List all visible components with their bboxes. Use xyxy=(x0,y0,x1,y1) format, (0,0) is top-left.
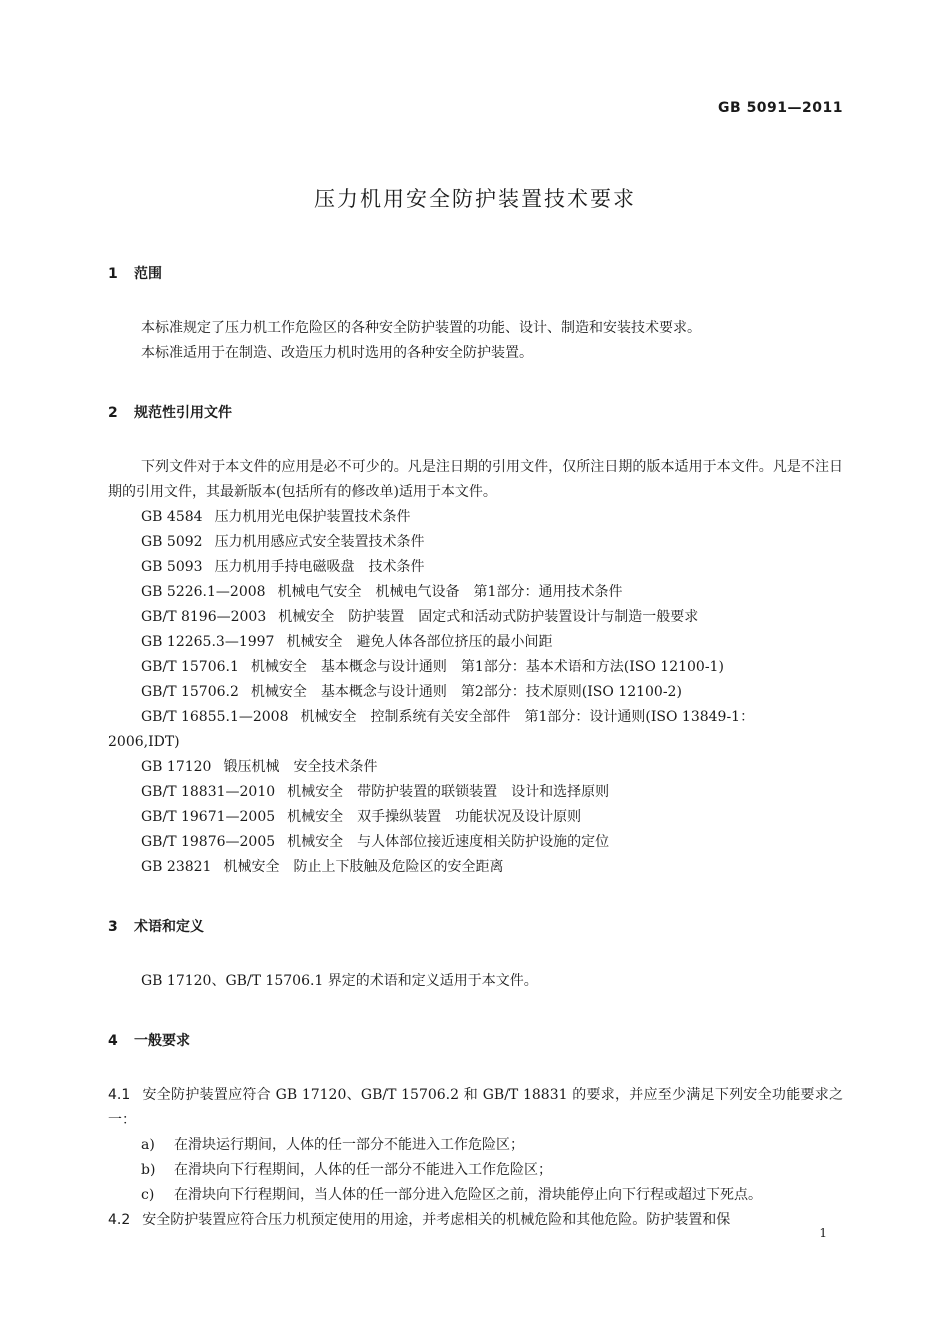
clause-number: 4.1 xyxy=(108,1087,131,1103)
reference-item xyxy=(108,530,843,555)
reference-item xyxy=(108,555,843,580)
section-title: 术语和定义 xyxy=(134,919,204,935)
clause-text: 安全防护装置应符合压力机预定使用的用途，并考虑相关的机械危险和其他危险。防护装置和保 xyxy=(142,1212,731,1228)
clause xyxy=(108,1208,843,1233)
paragraph: 本标准规定了压力机工作危险区的各种安全防护装置的功能、设计、制造和安装技术要求。 xyxy=(141,320,701,336)
list-item-label: c) xyxy=(141,1187,155,1203)
section-heading xyxy=(108,262,843,286)
reference-title: 机械安全 防止上下肢触及危险区的安全距离 xyxy=(223,859,504,875)
reference-code: GB 23821 xyxy=(141,859,212,875)
reference-item xyxy=(108,780,843,805)
paragraph: GB 17120、GB/T 15706.1 界定的术语和定义适用于本文件。 xyxy=(141,973,538,989)
reference-continuation: 2006,IDT) xyxy=(108,734,180,750)
section-title: 范围 xyxy=(134,266,162,282)
section-title: 一般要求 xyxy=(134,1033,190,1049)
clause-number: 4.2 xyxy=(108,1212,131,1228)
reference-title: 机械安全 控制系统有关安全部件 第1部分：设计通则(ISO 13849-1： xyxy=(300,709,755,725)
reference-code: GB/T 15706.2 xyxy=(141,684,239,700)
list-item xyxy=(108,1158,843,1183)
clause xyxy=(108,1083,843,1133)
reference-item xyxy=(108,830,843,855)
section-number: 1 xyxy=(108,266,118,282)
reference-title: 锻压机械 安全技术条件 xyxy=(223,759,378,775)
paragraph: 本标准适用于在制造、改造压力机时选用的各种安全防护装置。 xyxy=(141,345,533,361)
reference-code: GB 5226.1—2008 xyxy=(141,584,266,600)
list-item-text: 在滑块向下行程期间，当人体的任一部分进入危险区之前，滑块能停止向下行程或超过下死点。 xyxy=(174,1187,762,1203)
reference-title: 压力机用感应式安全装置技术条件 xyxy=(214,534,425,550)
reference-title: 机械安全 避免人体各部位挤压的最小间距 xyxy=(286,634,553,650)
reference-item xyxy=(108,805,843,830)
reference-item xyxy=(108,655,843,680)
section-heading xyxy=(108,915,843,939)
reference-item xyxy=(108,755,843,780)
document-body xyxy=(108,262,843,1233)
reference-code: GB/T 19876—2005 xyxy=(141,834,276,850)
reference-code: GB 4584 xyxy=(141,509,203,525)
list-item-label: b) xyxy=(141,1162,156,1178)
reference-code: GB/T 16855.1—2008 xyxy=(141,709,289,725)
section-title: 规范性引用文件 xyxy=(134,405,232,421)
document-title: 压力机用安全防护装置技术要求 xyxy=(314,187,636,211)
reference-item xyxy=(108,605,843,630)
clause-text: 安全防护装置应符合 GB 17120、GB/T 15706.2 和 GB/T 18831 的要求，并应至少满足下列安全功能要求之一： xyxy=(108,1087,843,1128)
reference-title: 机械安全 基本概念与设计通则 第1部分：基本术语和方法(ISO 12100-1) xyxy=(250,659,724,675)
reference-title: 压力机用手持电磁吸盘 技术条件 xyxy=(214,559,425,575)
section-number: 2 xyxy=(108,405,118,421)
reference-title: 机械安全 双手操纵装置 功能状况及设计原则 xyxy=(287,809,582,825)
reference-code: GB 5092 xyxy=(141,534,203,550)
list-item-text: 在滑块运行期间，人体的任一部分不能进入工作危险区； xyxy=(174,1137,524,1153)
reference-item xyxy=(108,855,843,880)
section-heading xyxy=(108,1029,843,1053)
reference-title: 机械安全 与人体部位接近速度相关防护设施的定位 xyxy=(287,834,610,850)
reference-code: GB/T 15706.1 xyxy=(141,659,239,675)
reference-item xyxy=(108,630,843,655)
reference-code: GB/T 19671—2005 xyxy=(141,809,276,825)
document-code: GB 5091—2011 xyxy=(718,100,843,116)
reference-title: 机械安全 带防护装置的联锁装置 设计和选择原则 xyxy=(287,784,610,800)
reference-item xyxy=(108,580,843,605)
reference-code: GB 17120 xyxy=(141,759,212,775)
section-heading xyxy=(108,401,843,425)
reference-code: GB 5093 xyxy=(141,559,203,575)
list-item xyxy=(108,1133,843,1158)
section-number: 4 xyxy=(108,1033,118,1049)
reference-item xyxy=(108,680,843,705)
list-item-label: a) xyxy=(141,1137,155,1153)
paragraph: 下列文件对于本文件的应用是必不可少的。凡是注日期的引用文件，仅所注日期的版本适用于本文件。凡是不注日期的引用文件，其最新版本(包括所有的修改单)适用于本文件。 xyxy=(108,459,843,500)
reference-code: GB/T 18831—2010 xyxy=(141,784,276,800)
page-number: 1 xyxy=(819,1226,827,1240)
reference-code: GB 12265.3—1997 xyxy=(141,634,275,650)
reference-item xyxy=(108,705,843,730)
reference-title: 压力机用光电保护装置技术条件 xyxy=(214,509,411,525)
reference-title: 机械安全 防护装置 固定式和活动式防护装置设计与制造一般要求 xyxy=(278,609,699,625)
reference-title: 机械安全 基本概念与设计通则 第2部分：技术原则(ISO 12100-2) xyxy=(250,684,682,700)
list-item xyxy=(108,1183,843,1208)
reference-title: 机械电气安全 机械电气设备 第1部分：通用技术条件 xyxy=(277,584,623,600)
reference-code: GB/T 8196—2003 xyxy=(141,609,267,625)
list-item-text: 在滑块向下行程期间，人体的任一部分不能进入工作危险区； xyxy=(174,1162,552,1178)
section-number: 3 xyxy=(108,919,118,935)
reference-item xyxy=(108,505,843,530)
